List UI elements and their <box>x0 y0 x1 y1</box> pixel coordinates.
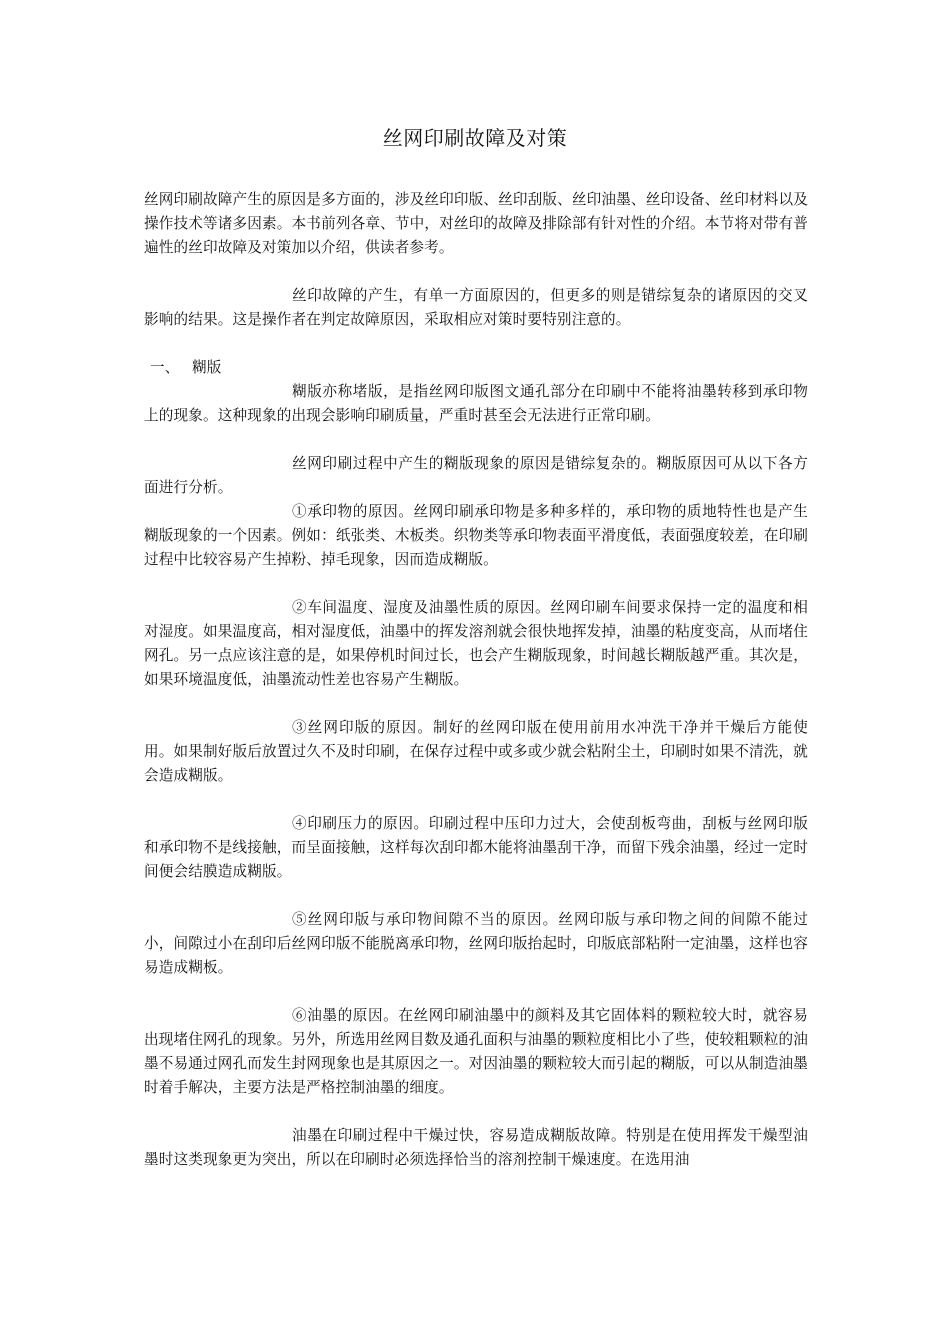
paragraph-spacer <box>144 692 808 716</box>
paragraph-cause-2: ②车间温度、湿度及油墨性质的原因。丝网印刷车间要求保持一定的温度和相对湿度。如果温度高，相对湿度低，油墨中的挥发溶剂就会很快地挥发掉，油墨的粘度变高，从而堵住网孔。另一点应该注意的是，如果停机时间过长，也会产生糊版现象，时间越长糊版越严重。其次是，如果环境温度低，油墨流动性差也容易产生糊版。 <box>144 599 808 688</box>
section-label: 糊版 <box>192 359 222 376</box>
paragraph-cause-5: ⑤丝网印版与承印物间隙不当的原因。丝网印版与承印物之间的间隙不能过小，间隙过小在刮印后丝网印版不能脱离承印物，丝网印版抬起时，印版底部粘附一定油墨，这样也容易造成糊板。 <box>144 911 808 976</box>
section-heading <box>144 356 808 380</box>
paragraph-causes: 丝印故障的产生，有单一方面原因的，但更多的则是错综复杂的诸原因的交叉影响的结果。这是操作者在判定故障原因，采取相应对策时要特别注意的。 <box>144 287 808 328</box>
paragraph-spacer <box>144 572 808 596</box>
paragraph-cause-4: ④印刷压力的原因。印刷过程中压印力过大，会使刮板弯曲，刮板与丝网印版和承印物不是线接触，而呈面接触，这样每次刮印都木能将油墨刮干净，而留下残余油墨，经过一定时间便会结膜造成糊版。 <box>144 815 808 880</box>
paragraph-definition: 糊版亦称堵版，是指丝网印版图文通孔部分在印刷中不能将油墨转移到承印物上的现象。这种现象的出现会影响印刷质量，严重时甚至会无法进行正常印刷。 <box>144 383 808 424</box>
paragraph-spacer <box>144 1100 808 1124</box>
paragraph-spacer <box>144 428 808 452</box>
paragraph-analysis: 丝网印刷过程中产生的糊版现象的原因是错综复杂的。糊版原因可从以下各方面进行分析。 <box>144 455 808 496</box>
paragraph-spacer <box>144 260 808 284</box>
paragraph-spacer <box>144 332 808 356</box>
paragraph-cause-6: ⑥油墨的原因。在丝网印刷油墨中的颜料及其它固体料的颗粒较大时，就容易出现堵住网孔的现象。另外，所选用丝网目数及通孔面积与油墨的颗粒度相比小了些，使较粗颗粒的油墨不易通过网孔而发生封网现象也是其原因之一。对因油墨的颗粒较大而引起的糊版，可以从制造油墨时着手解决，主要方法是严格控制油墨的细度。 <box>144 1007 808 1096</box>
document-title: 丝网印刷故障及对策 <box>382 126 568 150</box>
paragraph-cause-3: ③丝网印版的原因。制好的丝网印版在使用前用水冲洗干净并干燥后方能使用。如果制好版后放置过久不及时印刷，在保存过程中或多或少就会粘附尘土，印刷时如果不清洗，就会造成糊版。 <box>144 719 808 784</box>
paragraph-spacer <box>144 980 808 1004</box>
paragraph-cause-1: ①承印物的原因。丝网印刷承印物是多种多样的，承印物的质地特性也是产生糊版现象的一个因素。例如：纸张类、木板类。织物类等承印物表面平滑度低，表面强度较差，在印刷过程中比较容易产生掉粉、掉毛现象，因而造成糊版。 <box>144 503 808 568</box>
section-number: 一、 <box>150 359 180 376</box>
paragraph-spacer <box>144 788 808 812</box>
document-body <box>144 188 808 1172</box>
paragraph-intro: 丝网印刷故障产生的原因是多方面的，涉及丝印印版、丝印刮版、丝印油墨、丝印设备、丝印材料以及操作技术等诸多因素。本书前列各章、节中，对丝印的故障及排除部有针对性的介绍。本节将对带有普遍性的丝印故障及对策加以介绍，供读者参考。 <box>144 191 808 256</box>
paragraph-drying: 油墨在印刷过程中干燥过快，容易造成糊版故障。特别是在使用挥发干燥型油墨时这类现象更为突出，所以在印刷时必须选择恰当的溶剂控制干燥速度。在选用油 <box>144 1127 808 1168</box>
paragraph-spacer <box>144 884 808 908</box>
